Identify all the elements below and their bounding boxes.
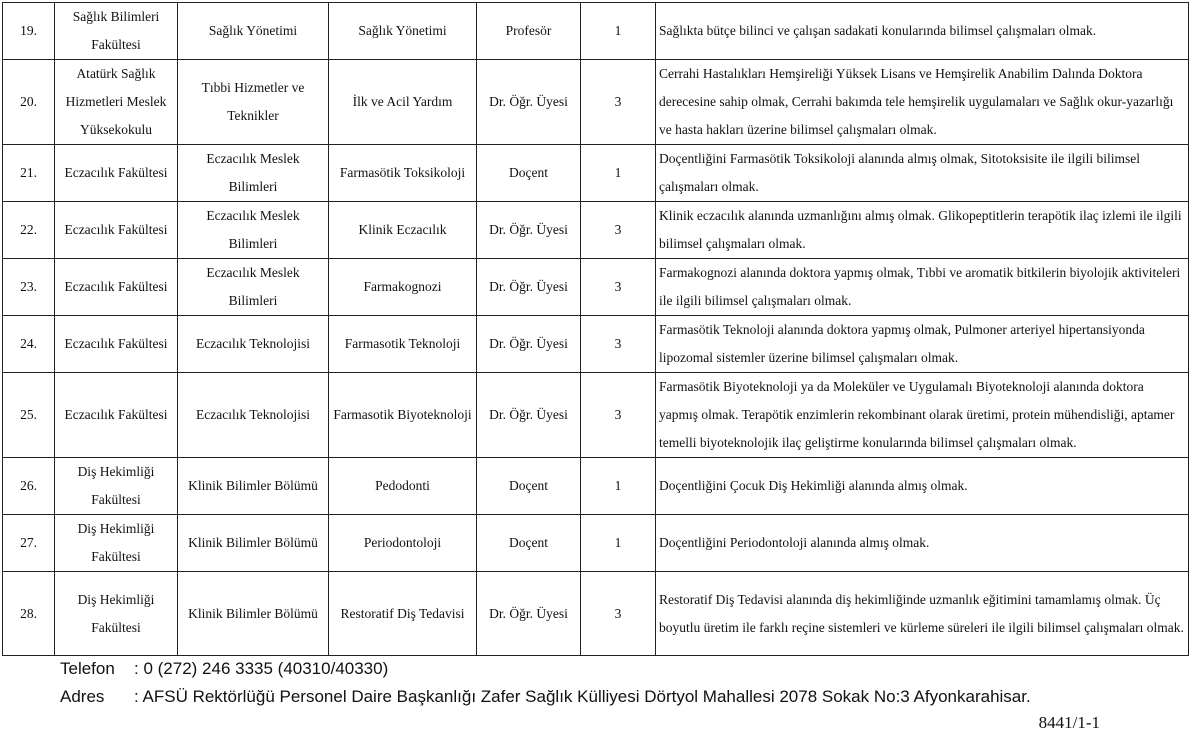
field-cell: Periodontoloji bbox=[329, 515, 477, 572]
row-number: 22. bbox=[3, 202, 55, 259]
title-cell: Profesör bbox=[477, 3, 581, 60]
row-number: 20. bbox=[3, 60, 55, 145]
row-number: 21. bbox=[3, 145, 55, 202]
faculty-cell: Eczacılık Fakültesi bbox=[55, 259, 178, 316]
count-cell: 1 bbox=[581, 515, 656, 572]
count-cell: 1 bbox=[581, 458, 656, 515]
criteria-cell: Doçentliğini Periodontoloji alanında almış olmak. bbox=[656, 515, 1189, 572]
address-text: : AFSÜ Rektörlüğü Personel Daire Başkanlığı Zafer Sağlık Külliyesi Dörtyol Mahallesi 2078 Sokak No:3 Afyonkarahisar. bbox=[134, 687, 1031, 706]
phone-label: Telefon bbox=[60, 659, 115, 678]
title-cell: Dr. Öğr. Üyesi bbox=[477, 572, 581, 656]
faculty-cell: Diş Hekimliği Fakültesi bbox=[55, 572, 178, 656]
table-row bbox=[3, 316, 1189, 373]
row-number: 24. bbox=[3, 316, 55, 373]
count-cell: 3 bbox=[581, 373, 656, 458]
department-cell: Eczacılık Meslek Bilimleri bbox=[178, 145, 329, 202]
title-cell: Dr. Öğr. Üyesi bbox=[477, 259, 581, 316]
row-number: 28. bbox=[3, 572, 55, 656]
department-cell: Eczacılık Meslek Bilimleri bbox=[178, 202, 329, 259]
field-cell: Pedodonti bbox=[329, 458, 477, 515]
count-cell: 3 bbox=[581, 202, 656, 259]
title-cell: Dr. Öğr. Üyesi bbox=[477, 60, 581, 145]
table-row bbox=[3, 515, 1189, 572]
phone-number: : 0 (272) 246 3335 (40310/40330) bbox=[134, 659, 389, 678]
table-row bbox=[3, 458, 1189, 515]
table-row bbox=[3, 259, 1189, 316]
faculty-cell: Eczacılık Fakültesi bbox=[55, 202, 178, 259]
title-cell: Dr. Öğr. Üyesi bbox=[477, 316, 581, 373]
department-cell: Eczacılık Teknolojisi bbox=[178, 316, 329, 373]
field-cell: Sağlık Yönetimi bbox=[329, 3, 477, 60]
field-cell: İlk ve Acil Yardım bbox=[329, 60, 477, 145]
department-cell: Klinik Bilimler Bölümü bbox=[178, 515, 329, 572]
criteria-cell: Doçentliğini Farmasötik Toksikoloji alanında almış olmak, Sitotoksisite ile ilgili bilimsel çalışmaları olmak. bbox=[656, 145, 1189, 202]
criteria-cell: Sağlıkta bütçe bilinci ve çalışan sadakati konularında bilimsel çalışmaları olmak. bbox=[656, 3, 1189, 60]
positions-table bbox=[2, 2, 1189, 656]
criteria-cell: Klinik eczacılık alanında uzmanlığını almış olmak. Glikopeptitlerin terapötik ilaç izlemi ile ilgili bilimsel çalışmaları olmak. bbox=[656, 202, 1189, 259]
field-cell: Farmakognozi bbox=[329, 259, 477, 316]
count-cell: 3 bbox=[581, 259, 656, 316]
criteria-cell: Farmakognozi alanında doktora yapmış olmak, Tıbbi ve aromatik bitkilerin biyolojik aktiviteleri ile ilgili bilimsel çalışmaları olmak. bbox=[656, 259, 1189, 316]
row-number: 26. bbox=[3, 458, 55, 515]
title-cell: Dr. Öğr. Üyesi bbox=[477, 202, 581, 259]
count-cell: 3 bbox=[581, 572, 656, 656]
count-cell: 3 bbox=[581, 60, 656, 145]
department-cell: Sağlık Yönetimi bbox=[178, 3, 329, 60]
count-cell: 1 bbox=[581, 145, 656, 202]
field-cell: Farmasotik Teknoloji bbox=[329, 316, 477, 373]
table-row bbox=[3, 202, 1189, 259]
title-cell: Doçent bbox=[477, 458, 581, 515]
count-cell: 1 bbox=[581, 3, 656, 60]
criteria-cell: Doçentliğini Çocuk Diş Hekimliği alanında almış olmak. bbox=[656, 458, 1189, 515]
title-cell: Dr. Öğr. Üyesi bbox=[477, 373, 581, 458]
count-cell: 3 bbox=[581, 316, 656, 373]
criteria-cell: Farmasötik Teknoloji alanında doktora yapmış olmak, Pulmoner arteriyel hipertansiyonda lipozomal sistemler üzerine bilimsel çalışmaları olmak. bbox=[656, 316, 1189, 373]
department-cell: Tıbbi Hizmetler ve Teknikler bbox=[178, 60, 329, 145]
faculty-cell: Eczacılık Fakültesi bbox=[55, 145, 178, 202]
faculty-cell: Eczacılık Fakültesi bbox=[55, 373, 178, 458]
criteria-cell: Farmasötik Biyoteknoloji ya da Moleküler ve Uygulamalı Biyoteknoloji alanında doktora yapmış olmak. Terapötik enzimlerin rekombinant olarak üretimi, protein mühendisliği, aptamer temelli biyoteknolojik ilaç geliştirme konularında bilimsel çalışmaları olmak. bbox=[656, 373, 1189, 458]
field-cell: Klinik Eczacılık bbox=[329, 202, 477, 259]
criteria-cell: Cerrahi Hastalıkları Hemşireliği Yüksek Lisans ve Hemşirelik Anabilim Dalında Doktora derecesine sahip olmak, Cerrahi bakımda tele hemşirelik uygulamaları ve Sağlık okur-yazarlığı ve hasta hakları üzerine bilimsel çalışmaları olmak. bbox=[656, 60, 1189, 145]
field-cell: Restoratif Diş Tedavisi bbox=[329, 572, 477, 656]
table-row bbox=[3, 3, 1189, 60]
field-cell: Farmasötik Toksikoloji bbox=[329, 145, 477, 202]
department-cell: Eczacılık Meslek Bilimleri bbox=[178, 259, 329, 316]
department-cell: Klinik Bilimler Bölümü bbox=[178, 572, 329, 656]
row-number: 19. bbox=[3, 3, 55, 60]
table-row bbox=[3, 373, 1189, 458]
faculty-cell: Atatürk Sağlık Hizmetleri Meslek Yüksekokulu bbox=[55, 60, 178, 145]
table-row bbox=[3, 572, 1189, 656]
address-label: Adres bbox=[60, 687, 105, 706]
table-row bbox=[3, 60, 1189, 145]
address-line bbox=[60, 687, 1031, 707]
title-cell: Doçent bbox=[477, 515, 581, 572]
document-number: 8441/1-1 bbox=[1038, 713, 1100, 732]
faculty-cell: Diş Hekimliği Fakültesi bbox=[55, 458, 178, 515]
row-number: 25. bbox=[3, 373, 55, 458]
faculty-cell: Eczacılık Fakültesi bbox=[55, 316, 178, 373]
table-row bbox=[3, 145, 1189, 202]
title-cell: Doçent bbox=[477, 145, 581, 202]
row-number: 27. bbox=[3, 515, 55, 572]
faculty-cell: Diş Hekimliği Fakültesi bbox=[55, 515, 178, 572]
row-number: 23. bbox=[3, 259, 55, 316]
department-cell: Klinik Bilimler Bölümü bbox=[178, 458, 329, 515]
phone-line bbox=[60, 659, 388, 679]
criteria-cell: Restoratif Diş Tedavisi alanında diş hekimliğinde uzmanlık eğitimini tamamlamış olmak. Üç boyutlu üretim ile farklı reçine sistemleri ve kürleme süreleri ile ilgili bilimsel çalışmaları olmak. bbox=[656, 572, 1189, 656]
faculty-cell: Sağlık Bilimleri Fakültesi bbox=[55, 3, 178, 60]
department-cell: Eczacılık Teknolojisi bbox=[178, 373, 329, 458]
field-cell: Farmasotik Biyoteknoloji bbox=[329, 373, 477, 458]
